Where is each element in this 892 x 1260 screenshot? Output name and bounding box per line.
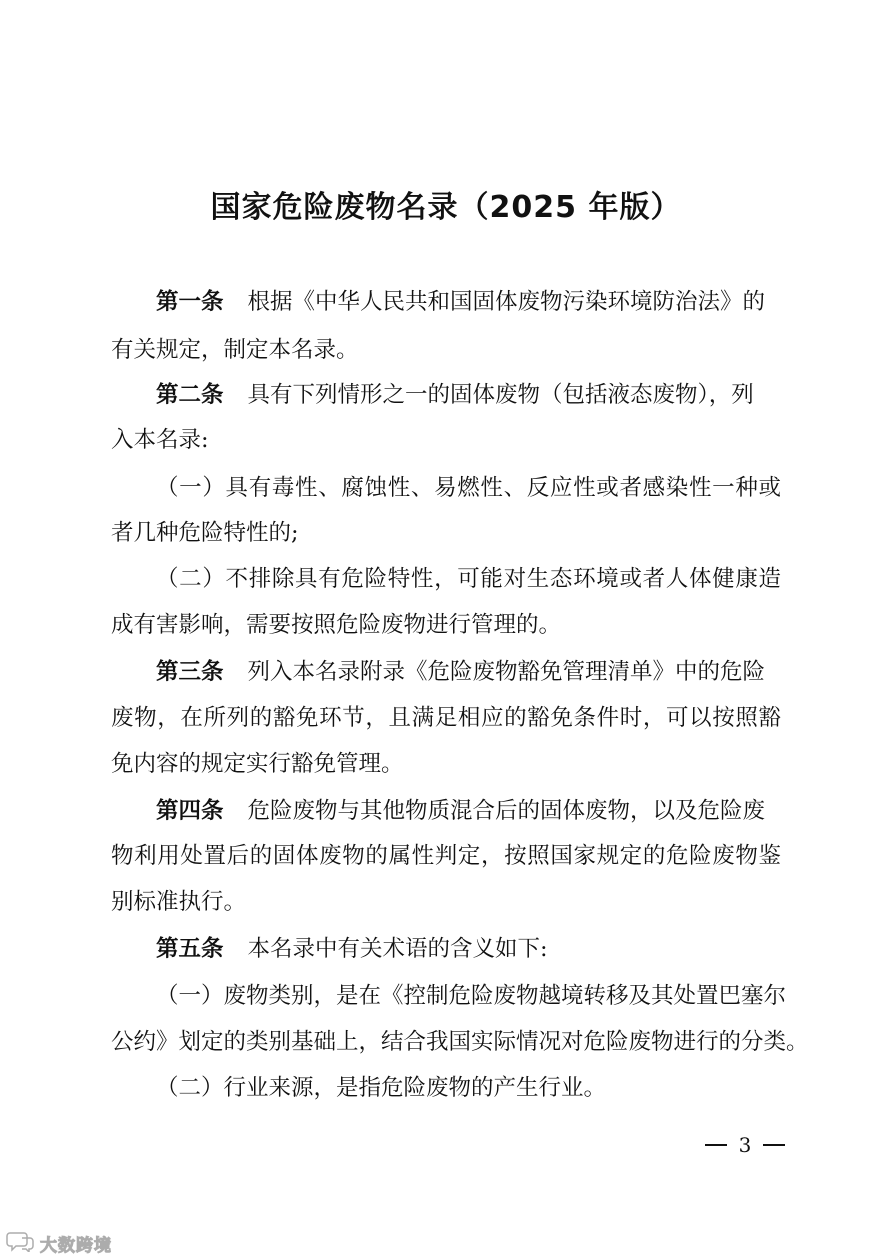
article-2-item-1-line-1: （一）具有毒性、腐蚀性、易燃性、反应性或者感染性一种或 xyxy=(156,475,781,501)
article-3-line-1 xyxy=(111,655,781,689)
article-3-line-3: 免内容的规定实行豁免管理。 xyxy=(111,751,404,777)
article-2-item-2-line-1: （二）不排除具有危险特性，可能对生态环境或者人体健康造 xyxy=(156,566,781,592)
article-2-label: 第二条 xyxy=(156,382,224,408)
article-1-label: 第一条 xyxy=(156,289,224,315)
page-number-dash-left xyxy=(705,1144,727,1146)
article-2-item-2-line-2: 成有害影响，需要按照危险废物进行管理的。 xyxy=(111,612,562,638)
article-2-line-2: 入本名录: xyxy=(111,427,209,453)
article-5-item-1-line-2: 公约》划定的类别基础上，结合我国实际情况对危险废物进行的分类。 xyxy=(111,1029,809,1055)
article-5-line-1 xyxy=(111,932,781,966)
page-number-text: 3 xyxy=(738,1133,752,1157)
document-title: 国家危险废物名录（2025 年版） xyxy=(210,190,682,225)
article-5-label: 第五条 xyxy=(156,936,224,962)
article-4-line-3: 别标准执行。 xyxy=(111,889,247,915)
watermark xyxy=(6,1230,112,1256)
article-2-text-1: 具有下列情形之一的固体废物（包括液态废物），列 xyxy=(247,382,754,408)
chat-bubble-logo-icon xyxy=(6,1230,36,1256)
article-4-line-1 xyxy=(111,794,781,828)
article-5-item-1-line-1: （一）废物类别，是在《控制危险废物越境转移及其处置巴塞尔 xyxy=(156,983,787,1009)
article-3-text-1: 列入本名录附录《危险废物豁免管理清单》中的危险 xyxy=(247,659,766,685)
watermark-text: 大数跨境 xyxy=(40,1235,112,1256)
article-4-line-2: 物利用处置后的固体废物的属性判定，按照国家规定的危险废物鉴 xyxy=(111,843,781,869)
article-3-line-2: 废物，在所列的豁免环节，且满足相应的豁免条件时，可以按照豁 xyxy=(111,705,781,731)
article-1-line-2: 有关规定，制定本名录。 xyxy=(111,337,359,363)
article-4-label: 第四条 xyxy=(156,798,224,824)
article-2-item-1-line-2: 者几种危险特性的; xyxy=(111,520,299,546)
article-3-label: 第三条 xyxy=(156,659,224,685)
article-4-text-1: 危险废物与其他物质混合后的固体废物，以及危险废 xyxy=(247,798,766,824)
article-5-item-2-line-1: （二）行业来源，是指危险废物的产生行业。 xyxy=(156,1075,607,1101)
article-5-text-1: 本名录中有关术语的含义如下: xyxy=(247,936,548,962)
article-2-line-1 xyxy=(111,378,781,412)
article-1-line-1 xyxy=(111,285,781,319)
article-1-text-1: 根据《中华人民共和国固体废物污染环境防治法》的 xyxy=(247,289,766,315)
page-number xyxy=(705,1128,785,1162)
page-number-dash-right xyxy=(763,1144,785,1146)
